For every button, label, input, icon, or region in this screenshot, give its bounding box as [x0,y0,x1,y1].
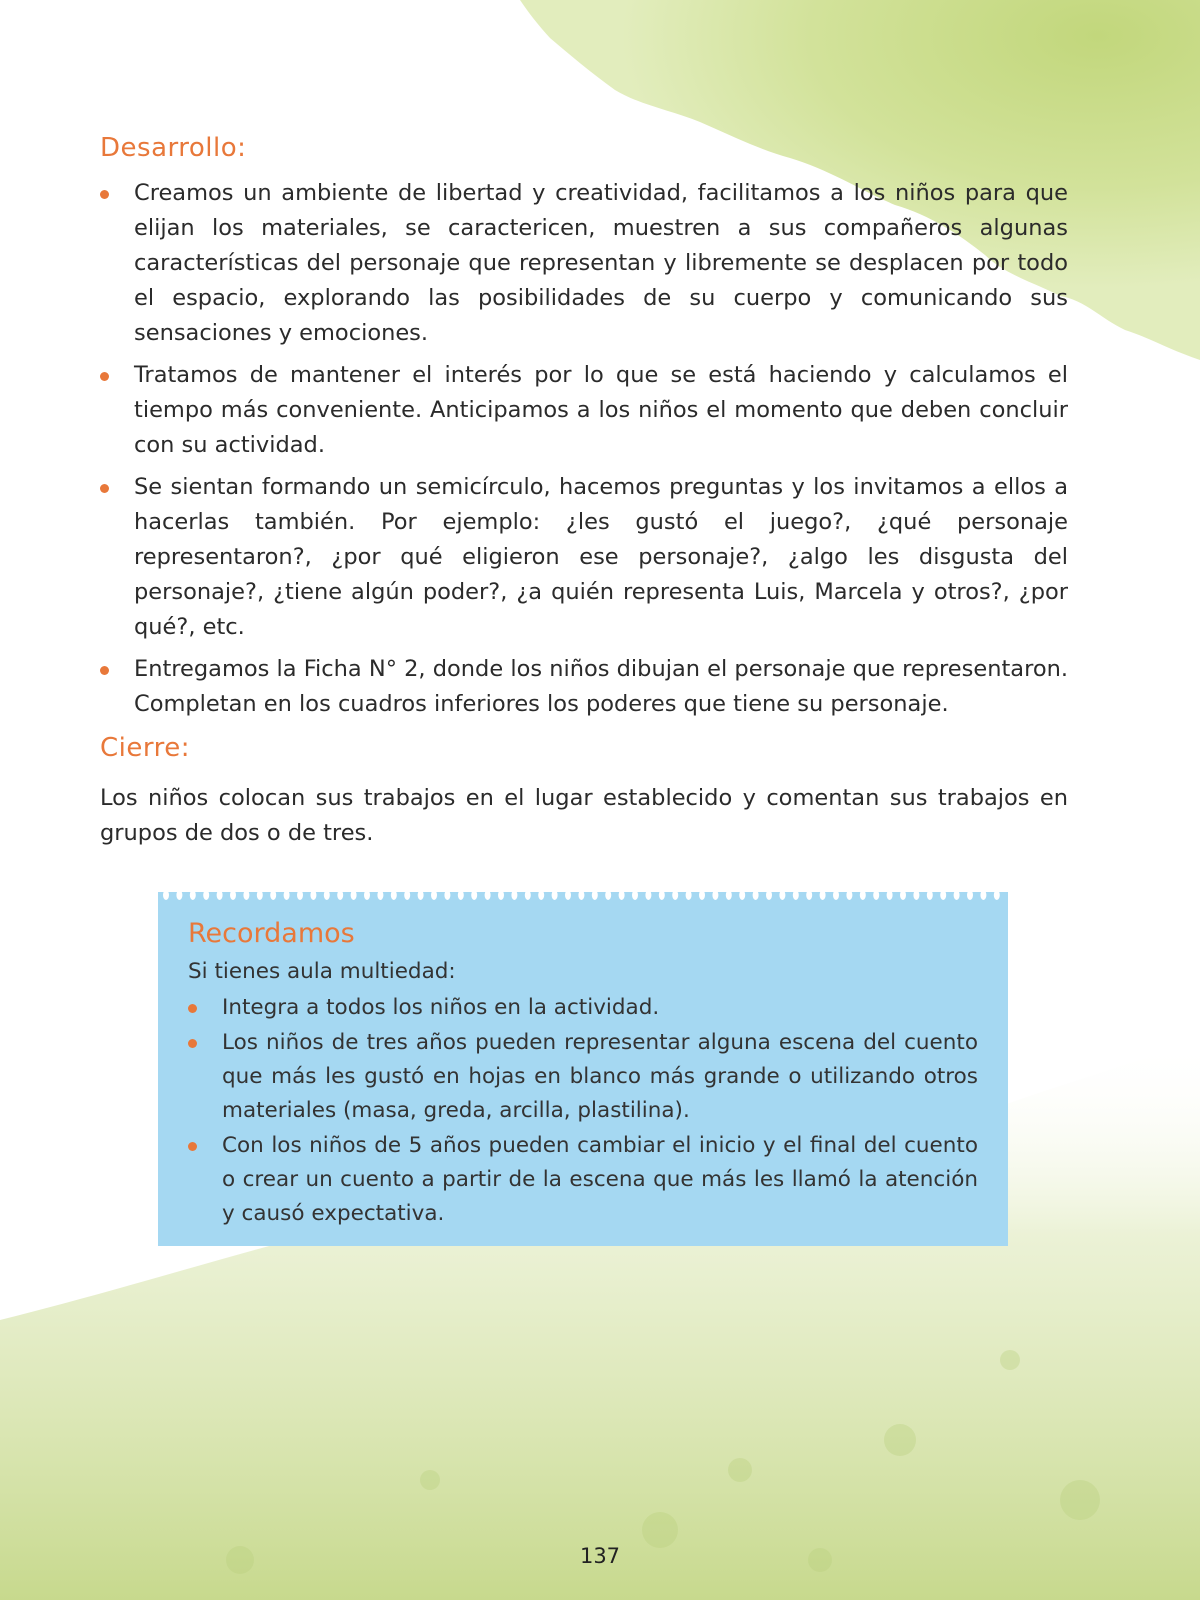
list-item: Se sientan formando un semicírculo, hacemos preguntas y los invitamos a ellos a hacerlas también. Por ejemplo: ¿les gustó el juego?, ¿qué personaje representaron?, ¿por qué eligieron ese personaje?, ¿algo les disgusta del personaje?, ¿tiene algún poder?, ¿a quién representa Luis, Marcela y otros?, ¿por qué?, etc. [100,470,1068,645]
spiral-hole [860,890,866,900]
list-item: Tratamos de mantener el interés por lo que se está haciendo y calculamos el tiempo más conveniente. Anticipamos a los niños el momento que deben concluir con su actividad. [100,358,1068,463]
spiral-hole [324,890,330,900]
spiral-hole [726,890,732,900]
spiral-hole [190,890,196,900]
recordamos-intro: Si tienes aula multiedad: [188,959,456,984]
spiral-hole [820,890,826,900]
spiral-hole [913,890,919,900]
spiral-hole [954,890,960,900]
spiral-hole [900,890,906,900]
spiral-hole [351,890,357,900]
spiral-hole [927,890,933,900]
spiral-hole [739,890,745,900]
spiral-hole [766,890,772,900]
spiral-hole [846,890,852,900]
spiral-hole [967,890,973,900]
spiral-hole [538,890,544,900]
spiral-hole [753,890,759,900]
recordamos-note-box [158,892,1008,1246]
cierre-heading: Cierre: [100,733,190,763]
spiral-hole [270,890,276,900]
spiral-hole [485,890,491,900]
spiral-hole [203,890,209,900]
spiral-hole [793,890,799,900]
spiral-hole [712,890,718,900]
spiral-hole [217,890,223,900]
spiral-hole [431,890,437,900]
desarrollo-list [100,176,1068,729]
recordamos-title: Recordamos [188,918,355,949]
spiral-hole [471,890,477,900]
spiral-hole [686,890,692,900]
spiral-hole [605,890,611,900]
spiral-hole [404,890,410,900]
spiral-hole [163,890,169,900]
spiral-hole [377,890,383,900]
spiral-hole [243,890,249,900]
list-item: Entregamos la Ficha N° 2, donde los niños dibujan el personaje que representaron. Completan en los cuadros inferiores los poderes que tiene su personaje. [100,652,1068,722]
spiral-hole [699,890,705,900]
spiral-hole [645,890,651,900]
list-item: Integra a todos los niños en la actividad. [188,991,978,1025]
spiral-hole [418,890,424,900]
spiral-hole [391,890,397,900]
spiral-hole [176,890,182,900]
list-item: Creamos un ambiente de libertad y creatividad, facilitamos a los niños para que elijan los materiales, se caractericen, muestren a sus compañeros algunas características del personaje que representan y libremente se desplacen por todo el espacio, explorando las posibilidades de su cuerpo y comunicando sus sensaciones y emociones. [100,176,1068,351]
spiral-hole [230,890,236,900]
cierre-paragraph: Los niños colocan sus trabajos en el lugar establecido y comentan sus trabajos en grupos de dos o de tres. [100,785,1068,846]
spiral-hole [458,890,464,900]
spiral-hole [284,890,290,900]
spiral-holes-decoration [158,886,1008,906]
desarrollo-heading: Desarrollo: [100,133,247,163]
recordamos-list [188,991,978,1232]
spiral-hole [565,890,571,900]
spiral-hole [498,890,504,900]
spiral-hole [659,890,665,900]
spiral-hole [444,890,450,900]
spiral-hole [337,890,343,900]
page-number: 137 [579,1544,621,1568]
spiral-hole [980,890,986,900]
spiral-hole [297,890,303,900]
spiral-hole [833,890,839,900]
spiral-hole [578,890,584,900]
spiral-hole [873,890,879,900]
spiral-hole [525,890,531,900]
spiral-hole [940,890,946,900]
spiral-hole [779,890,785,900]
spiral-hole [592,890,598,900]
spiral-hole [806,890,812,900]
spiral-hole [310,890,316,900]
spiral-hole [994,890,1000,900]
list-item: Con los niños de 5 años pueden cambiar el inicio y el final del cuento o crear un cuento a partir de la escena que más les llamó la atención y causó expectativa. [188,1129,978,1231]
spiral-hole [887,890,893,900]
list-item: Los niños de tres años pueden representar alguna escena del cuento que más les gustó en hojas en blanco más grande o utilizando otros materiales (masa, greda, arcilla, plastilina). [188,1026,978,1128]
spiral-hole [257,890,263,900]
spiral-hole [632,890,638,900]
spiral-hole [364,890,370,900]
spiral-hole [511,890,517,900]
spiral-hole [619,890,625,900]
spiral-hole [552,890,558,900]
spiral-hole [672,890,678,900]
